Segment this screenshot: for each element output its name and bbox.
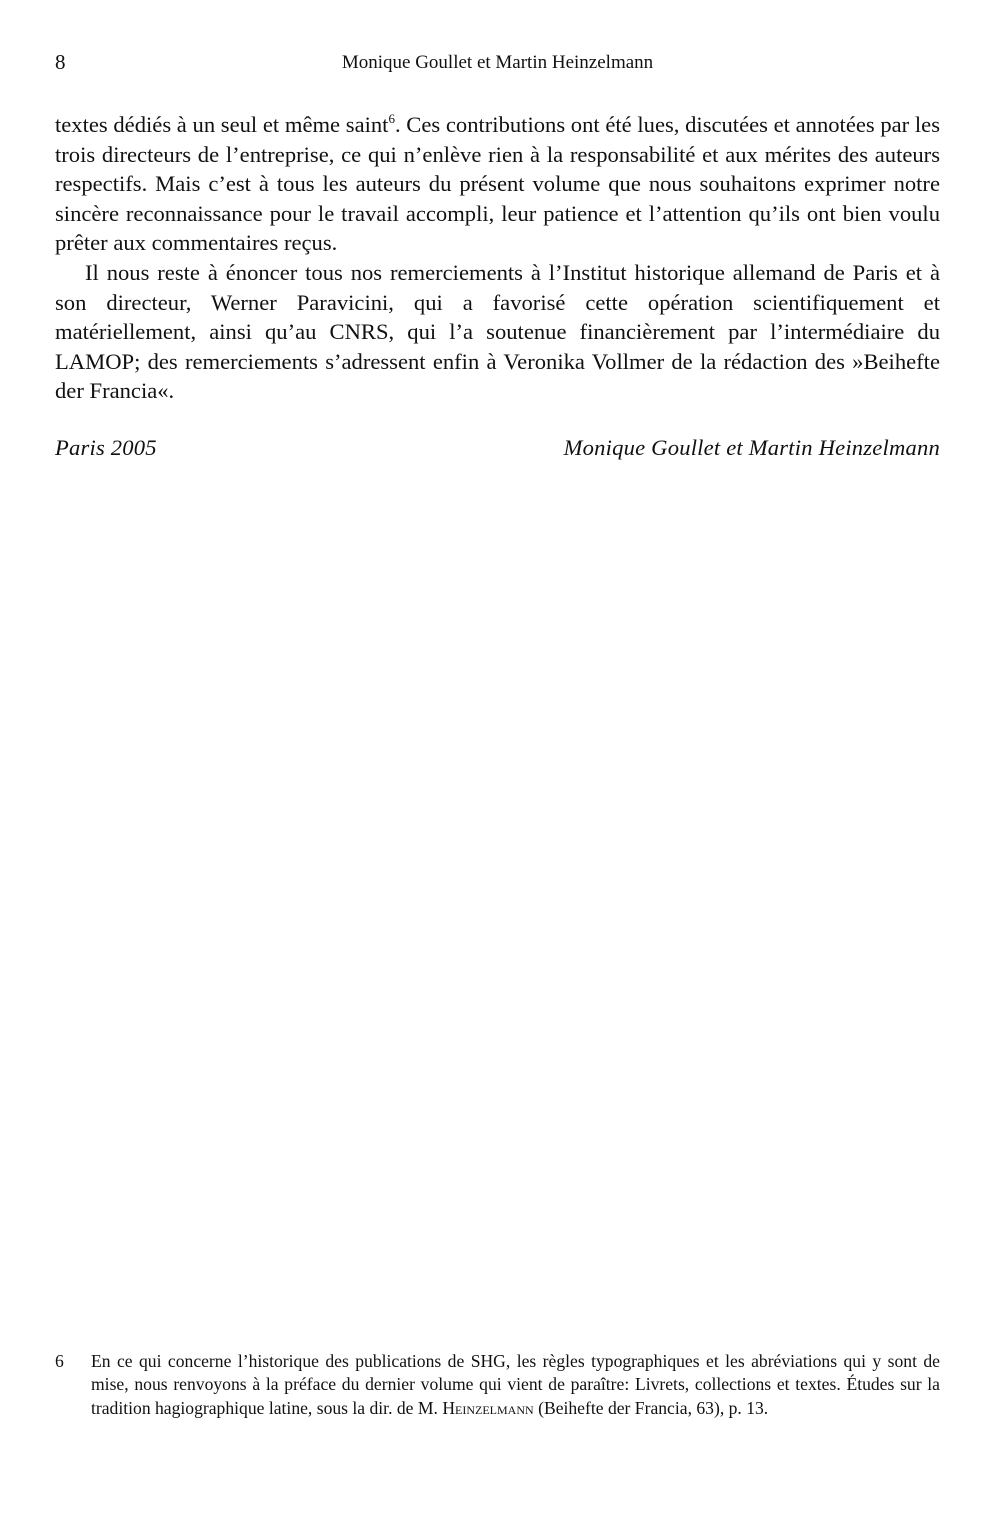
footnote <box>55 1350 940 1420</box>
footnote-text <box>91 1350 940 1420</box>
page <box>55 46 940 461</box>
paragraph-2: Il nous reste à énoncer tous nos remerciements à l’Institut historique allemand de Paris et à son directeur, Werner Paravicini, qui a favorisé cette opération scientifiquement et matériellement, ainsi qu’au CNRS, qui l’a soutenue financièrement par l’intermédiaire du LAMOP; des remerciements s’adressent enfin à Veronika Vollmer de la rédaction des »Beihefte der Francia«. <box>55 259 940 404</box>
signature-line <box>55 435 940 461</box>
paragraph-1 <box>55 110 940 258</box>
paragraph-1-text: textes dédiés à un seul et même saint <box>55 112 389 137</box>
place-date: Paris 2005 <box>55 434 157 460</box>
footnote-text-body: En ce qui concerne l’historique des publications de SHG, les règles typographiques et les abréviations qui y sont de mise, nous renvoyons à la préface du dernier volume qui vient de paraître: Livrets, collections et textes. Études sur la tradition hagiographique latine, sous la dir. de M. <box>91 1351 940 1418</box>
signature-authors: Monique Goullet et Martin Heinzelmann <box>563 434 940 460</box>
page-number: 8 <box>55 50 66 74</box>
footnote-author-name: Heinzelmann <box>442 1397 534 1418</box>
paragraph-1-text-continued: . Ces contributions ont été lues, discutées et annotées par les trois directeurs de l’entreprise, ce qui n’enlève rien à la responsabilité et aux mérites des auteurs respectifs. Mais c’est à tous les auteurs du présent volume que nous souhaitons exprimer notre sincère reconnaissance pour le travail accompli, leur patience et l’attention qu’ils ont bien voulu prêter aux commentaires reçus. <box>55 112 940 256</box>
body-text <box>55 110 940 406</box>
running-head <box>55 46 940 76</box>
footnote-text-end: (Beihefte der Francia, 63), p. 13. <box>538 1397 769 1418</box>
footnote-number: 6 <box>55 1351 64 1371</box>
running-title: Monique Goullet et Martin Heinzelmann <box>341 52 654 73</box>
footnote-reference[interactable]: 6 <box>388 111 395 126</box>
